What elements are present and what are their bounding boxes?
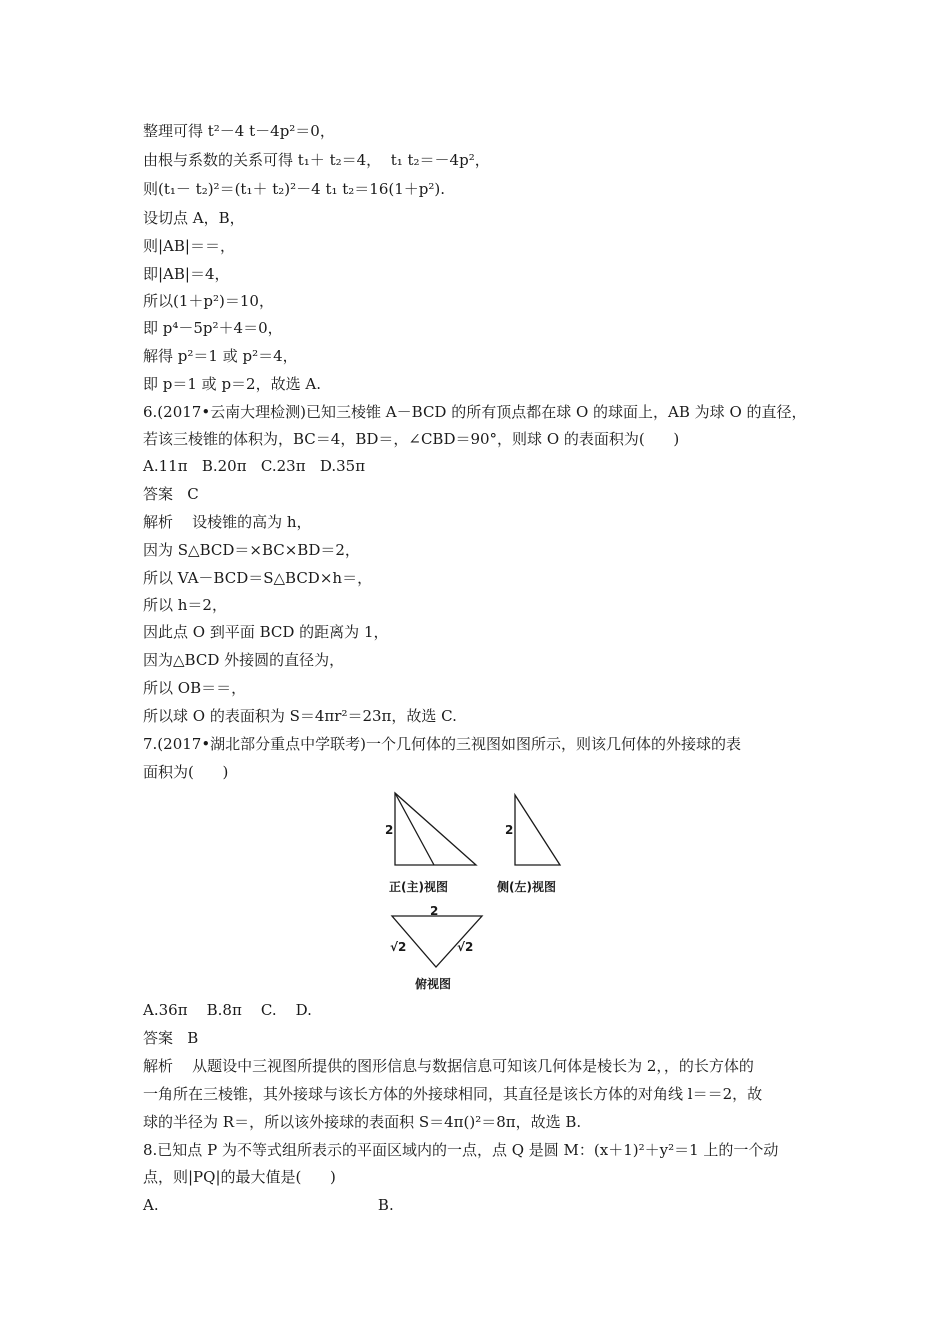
- problem-8-line: 8.已知点 P 为不等式组所表示的平面区域内的一点，点 Q 是圆 M：(x＋1)²＋y²＝1 上的一个动: [143, 1141, 779, 1159]
- top-view-right-edge-label: √2: [457, 940, 474, 954]
- text-line: 一角所在三棱锥，其外接球与该长方体的外接球相同，其直径是该长方体的对角线 l＝＝2，故: [143, 1085, 763, 1103]
- front-view-height-label: 2: [385, 823, 394, 837]
- answer-line: 答案 C: [143, 485, 199, 503]
- text-line: 所以 h＝2，: [143, 596, 227, 614]
- text-line: 设切点 A，B，: [143, 209, 245, 227]
- top-view-left-edge-label: √2: [390, 940, 407, 954]
- text-line: 所以(1＋p²)＝10，: [143, 292, 274, 310]
- analysis-line: 解析 设棱锥的高为 h，: [143, 513, 312, 531]
- text-line: 所以 OB＝＝，: [143, 679, 247, 697]
- answer-line: 答案 B: [143, 1029, 199, 1047]
- problem-6-choices: A.11π B.20π C.23π D.35π: [143, 457, 366, 475]
- text-line: 则(t₁－ t₂)²＝(t₁＋ t₂)²－4 t₁ t₂＝16(1＋p²).: [143, 180, 446, 198]
- text-line: 所以 VA－BCD＝S△BCD×h＝，: [143, 569, 373, 587]
- front-view-caption: 正(主)视图: [389, 880, 448, 894]
- side-view-outline: [515, 795, 560, 865]
- top-view-caption: 俯视图: [415, 977, 452, 991]
- problem-6-line: 6.(2017•云南大理检测)已知三棱锥 A－BCD 的所有顶点都在球 O 的球面上，AB 为球 O 的直径，: [143, 403, 807, 421]
- analysis-line: 解析 从题设中三视图所提供的图形信息与数据信息可知该几何体是棱长为 2，，的长方体的: [143, 1057, 754, 1075]
- problem-7-choices: A.36π B.8π C. D.: [143, 1001, 312, 1019]
- text-line: 则|AB|＝＝，: [143, 237, 235, 255]
- text-line: 即 p＝1 或 p＝2，故选 A.: [143, 375, 321, 393]
- text-line: 球的半径为 R＝，所以该外接球的表面积 S＝4π()²＝8π，故选 B.: [143, 1113, 582, 1131]
- front-view-inner-edge: [395, 793, 434, 865]
- front-view-outline: [395, 793, 476, 865]
- text-line: 解得 p²＝1 或 p²＝4，: [143, 347, 298, 365]
- top-view-width-label: 2: [430, 904, 439, 918]
- text-line: 即 p⁴－5p²＋4＝0，: [143, 319, 283, 337]
- text-line: 所以球 O 的表面积为 S＝4πr²＝23π，故选 C.: [143, 707, 457, 725]
- text-line: 即|AB|＝4，: [143, 265, 230, 283]
- text-line: 因为 S△BCD＝×BC×BD＝2，: [143, 541, 360, 559]
- text-line: 由根与系数的关系可得 t₁＋ t₂＝4， t₁ t₂＝－4p²，: [143, 151, 490, 169]
- problem-7-line: 面积为( ): [143, 763, 229, 781]
- text-line: 因为△BCD 外接圆的直径为，: [143, 651, 345, 669]
- problem-8-line: 点，则|PQ|的最大值是( ): [143, 1168, 336, 1186]
- side-view-height-label: 2: [505, 823, 514, 837]
- problem-6-line: 若该三棱锥的体积为，BC＝4，BD＝，∠CBD＝90°，则球 O 的表面积为( ): [143, 430, 680, 448]
- text-line: 整理可得 t²－4 t－4p²＝0，: [143, 122, 335, 140]
- problem-7-line: 7.(2017•湖北部分重点中学联考)一个几何体的三视图如图所示，则该几何体的外接球的表: [143, 735, 742, 753]
- problem-8-choices: A. B.: [143, 1196, 394, 1214]
- text-line: 因此点 O 到平面 BCD 的距离为 1，: [143, 623, 389, 641]
- side-view-caption: 侧(左)视图: [497, 880, 556, 894]
